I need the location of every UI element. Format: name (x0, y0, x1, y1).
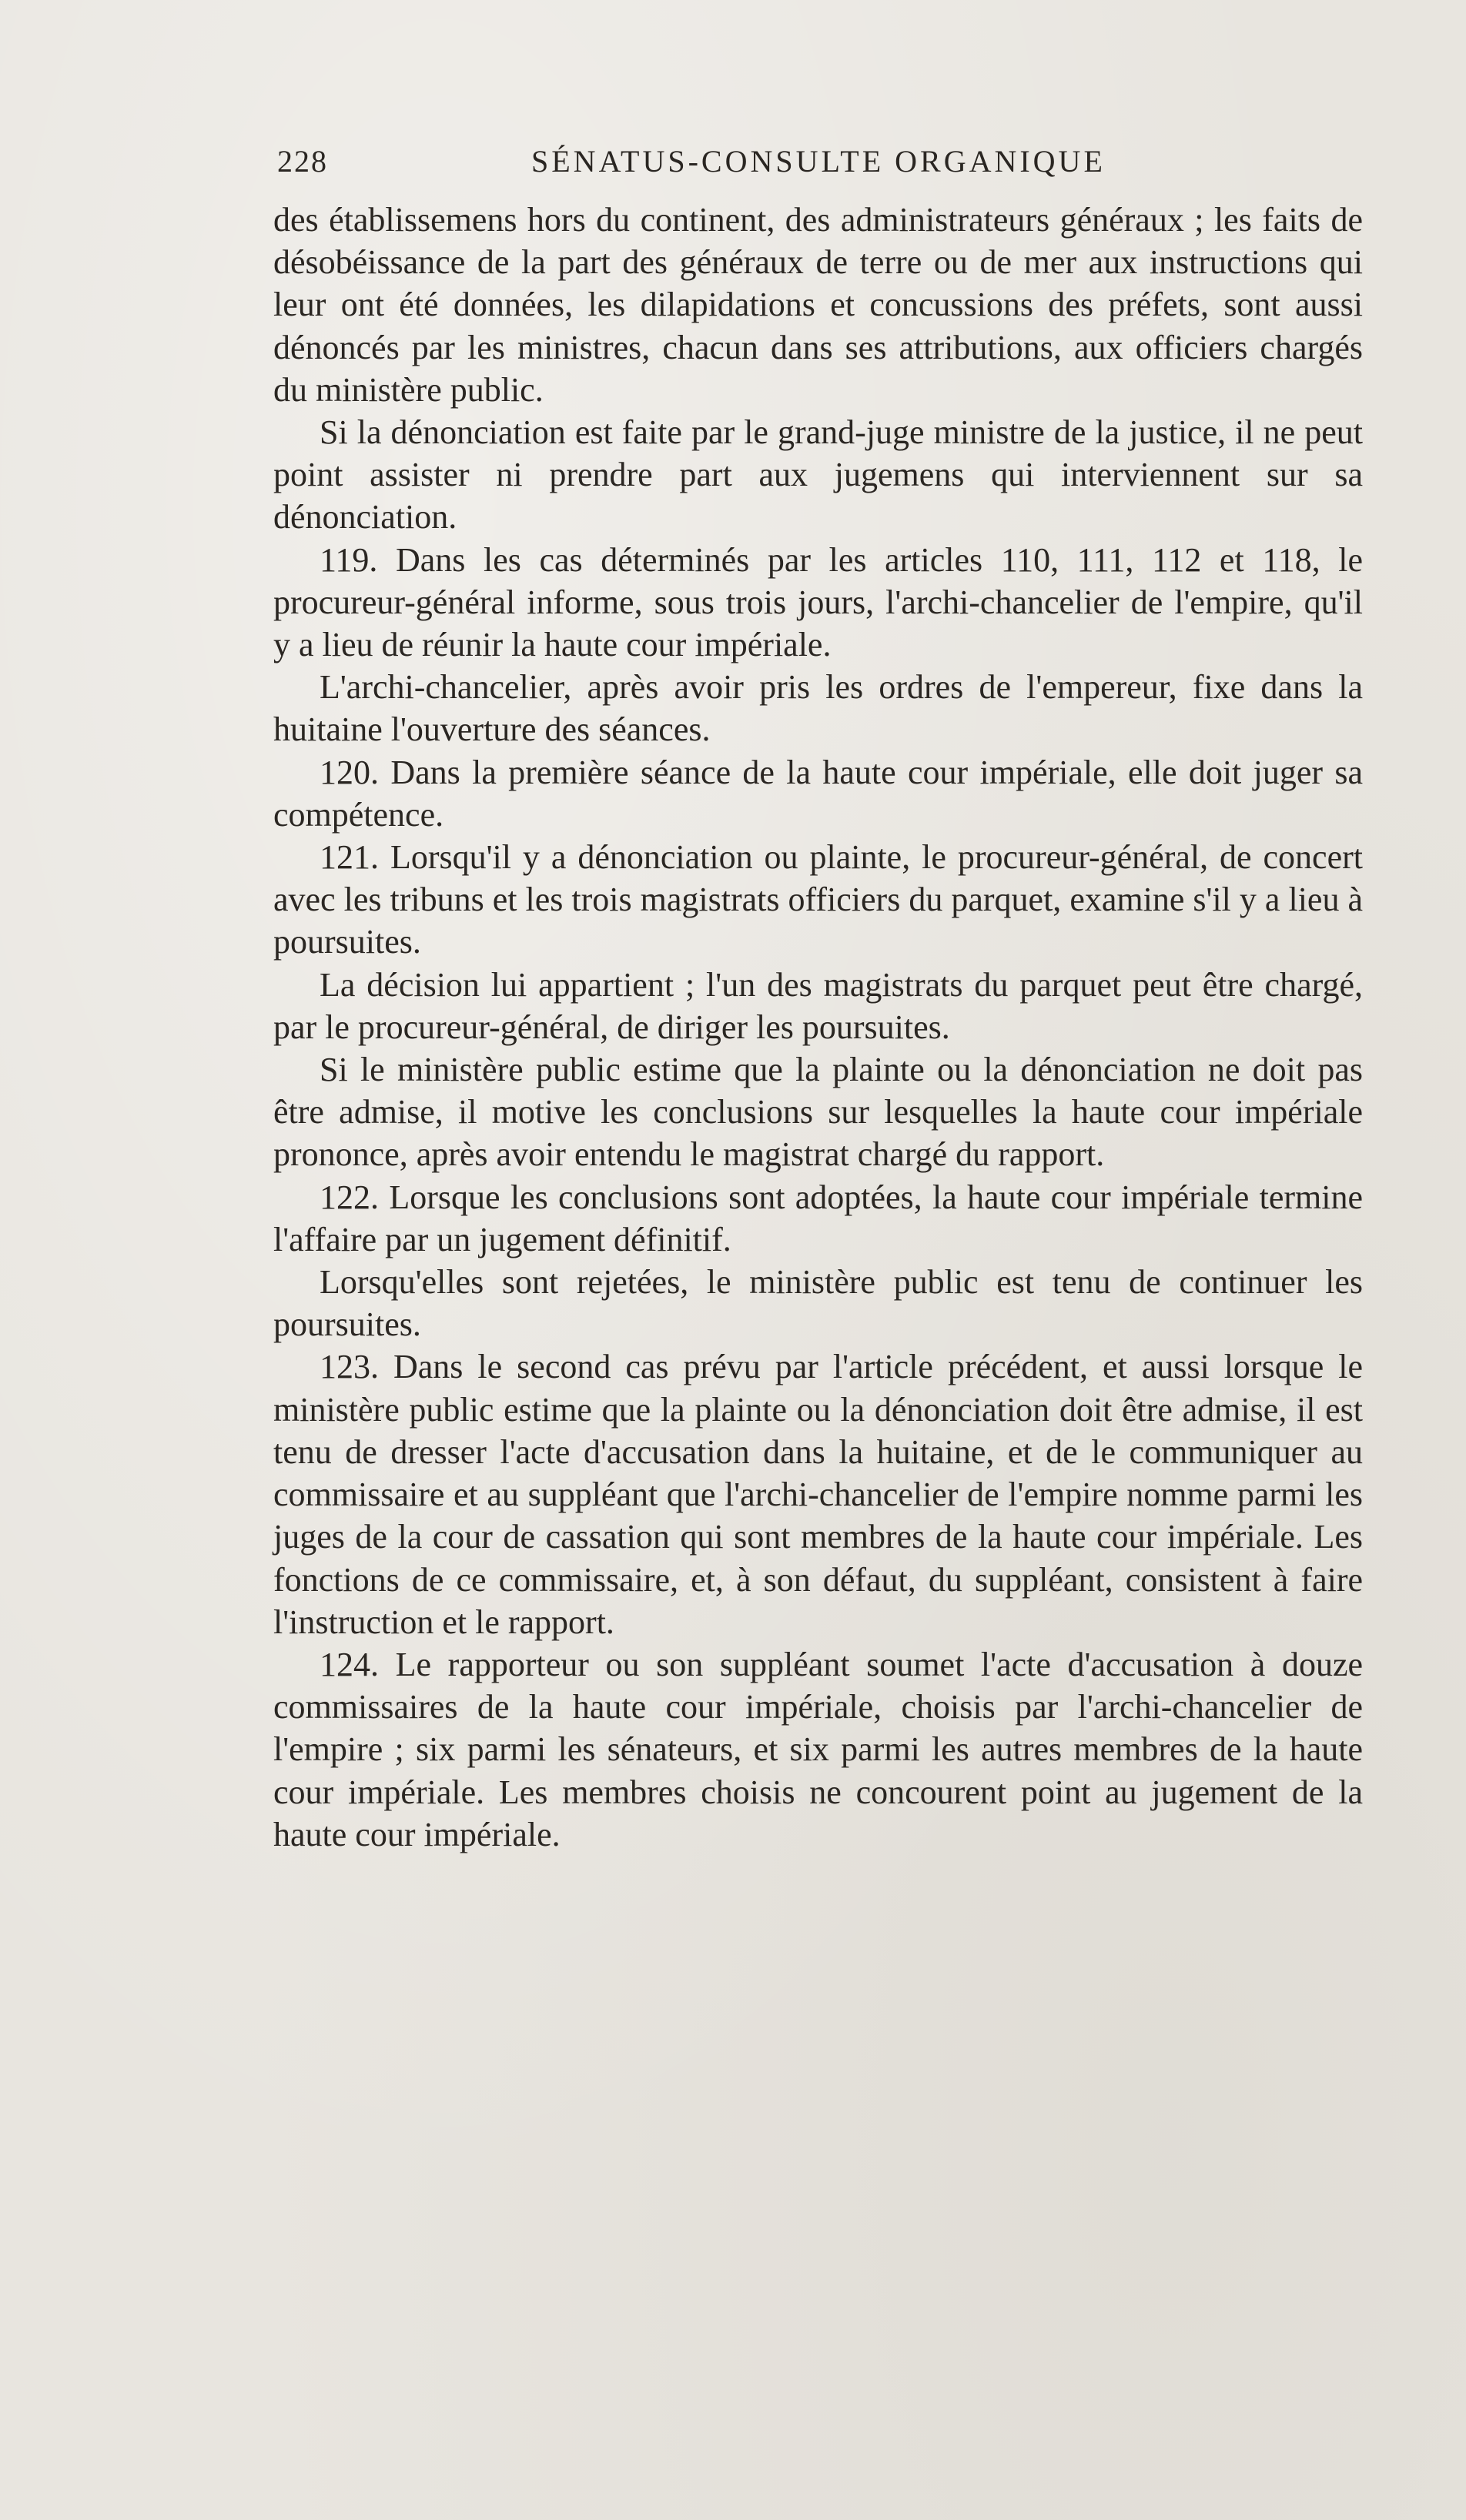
article-124: 124. Le rapporteur ou son suppléant soumet l'acte d'accusation à douze commissaires de la haute cour impériale, choisis par l'archi-chancelier de l'empire ; six parmi les sénateurs, et six parmi les autres membres de la haute cour impériale. Les membres choisis ne concourent point au jugement de la haute cour impériale. (273, 1645, 1363, 1853)
article-121: 121. Lorsqu'il y a dénonciation ou plainte, le procureur-général, de concert avec les tribuns et les trois magistrats officiers du parquet, examine s'il y a lieu à poursuites. (273, 838, 1363, 961)
running-head: SÉNATUS-CONSULTE ORGANIQUE (531, 144, 1106, 179)
body-text (273, 199, 1363, 1856)
article-123: 123. Dans le second cas prévu par l'article précédent, et aussi lorsque le ministère public estime que la plainte ou la dénonciation doit être admise, il est tenu de dresser l'acte d'accusation dans la huitaine, et de le communiquer au commissaire et au suppléant que l'archi-chancelier de l'empire nomme parmi les juges de la cour de cassation qui sont membres de la haute cour impériale. Les fonctions de ce commissaire, et, à son défaut, du suppléant, consistent à faire l'instruction et le rapport. (273, 1348, 1363, 1641)
article-120: 120. Dans la première séance de la haute cour impériale, elle doit juger sa compétence. (273, 753, 1363, 834)
paragraph: des établissemens hors du continent, des administrateurs généraux ; les faits de désobéissance de la part des généraux de terre ou de mer aux instructions qui leur ont été données, les dilapidations et concussions des préfets, sont aussi dénoncés par les ministres, chacun dans ses attributions, aux officiers chargés du ministère public. (273, 201, 1363, 409)
article-122: 122. Lorsque les conclusions sont adoptées, la haute cour impériale termine l'affaire par un jugement définitif. (273, 1178, 1363, 1258)
paragraph: La décision lui appartient ; l'un des magistrats du parquet peut être chargé, par le procureur-général, de diriger les poursuites. (273, 965, 1363, 1046)
page-number: 228 (277, 144, 328, 179)
paragraph: Si le ministère public estime que la plainte ou la dénonciation ne doit pas être admise, il motive les conclusions sur lesquelles la haute cour impériale prononce, après avoir entendu le magistrat chargé du rapport. (273, 1051, 1363, 1174)
article-119: 119. Dans les cas déterminés par les articles 110, 111, 112 et 118, le procureur-général informe, sous trois jours, l'archi-chancelier de l'empire, qu'il y a lieu de réunir la haute cour impériale. (273, 540, 1363, 664)
paragraph: Lorsqu'elles sont rejetées, le ministère public est tenu de continuer les poursuites. (273, 1263, 1363, 1344)
page-header (277, 139, 1147, 185)
paragraph: Si la dénonciation est faite par le grand-juge ministre de la justice, il ne peut point assister ni prendre part aux jugemens qui interviennent sur sa dénonciation. (273, 413, 1363, 536)
paragraph: L'archi-chancelier, après avoir pris les ordres de l'empereur, fixe dans la huitaine l'ouverture des séances. (273, 668, 1363, 749)
